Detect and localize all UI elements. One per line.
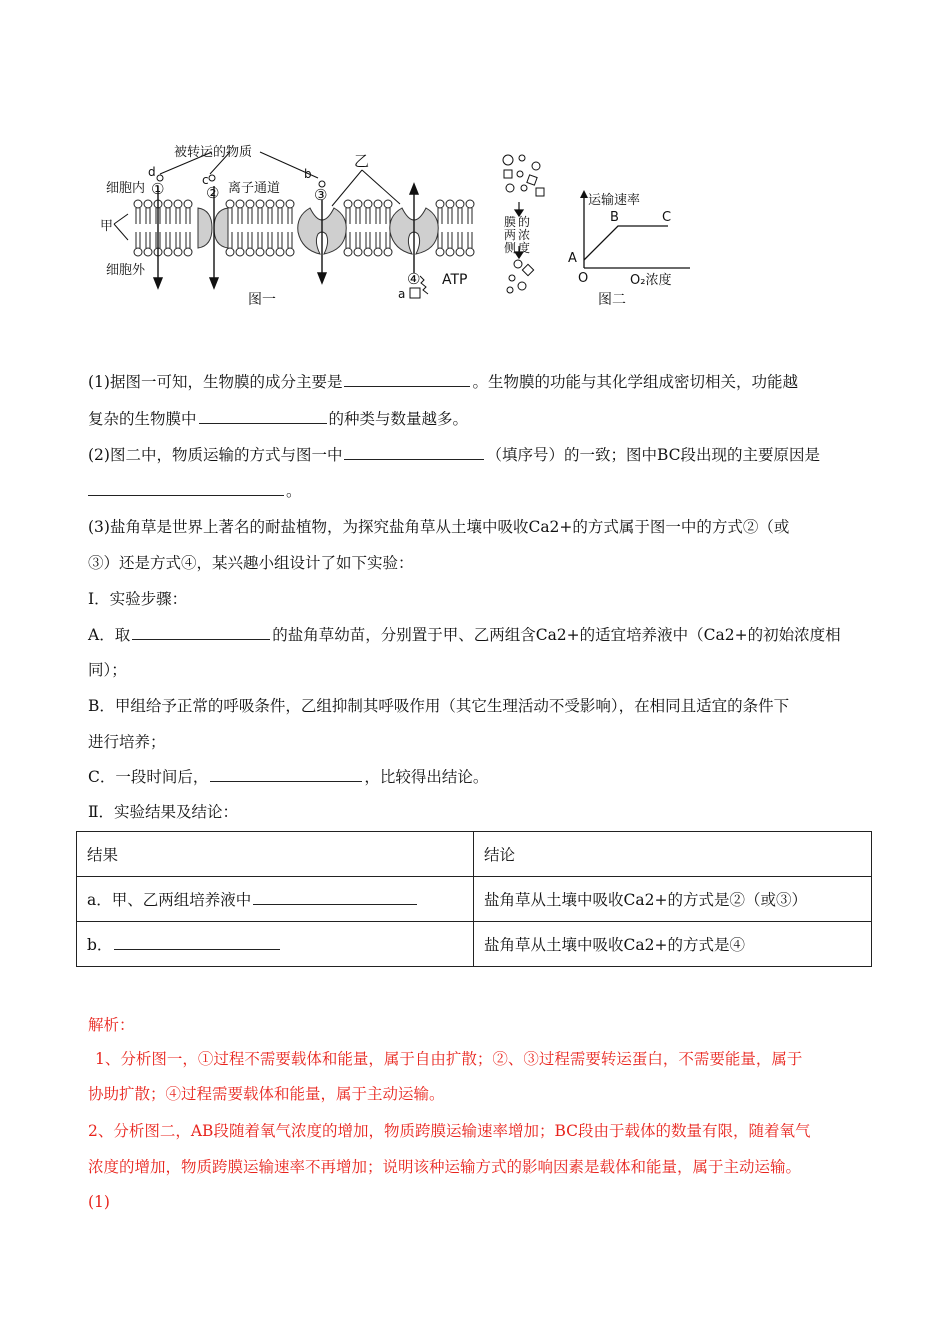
lipid-head	[384, 248, 392, 256]
analysis-p1-line2: 协助扩散；④过程需要载体和能量，属于主动运输。	[88, 1085, 445, 1103]
lipid-head	[364, 248, 372, 256]
lipid-head	[256, 200, 264, 208]
lipid-head	[456, 248, 464, 256]
label-transported: 被转运的物质	[174, 145, 253, 160]
q3-line2: ③）还是方式④，某兴趣小组设计了如下实验：	[88, 554, 414, 572]
lipid-head	[184, 200, 192, 208]
conc-char: 浓	[518, 228, 531, 242]
step-b-line2: 进行培养；	[88, 733, 166, 751]
channel-protein-left	[198, 208, 212, 248]
lipid-head	[246, 200, 254, 208]
lipid-head	[174, 200, 182, 208]
lipid-head	[266, 248, 274, 256]
step-b-line1: B．甲组给予正常的呼吸条件，乙组抑制其呼吸作用（其它生理活动不受影响），在相同且适宜的条件下	[88, 697, 790, 715]
lipid-head	[246, 248, 254, 256]
label-yi: 乙	[354, 152, 370, 170]
step-a-line1: A．取 的盐角草幼苗，分别置于甲、乙两组含Ca2+的适宜培养液中（Ca2+的初始浓度相	[88, 626, 841, 644]
lipid-head	[276, 248, 284, 256]
letter-c: c	[202, 173, 209, 187]
q2-line2: 。	[88, 481, 302, 501]
label-outside: 细胞外	[106, 263, 146, 278]
row-b-conclusion: 盐角草从土壤中吸收Ca2+的方式是④	[474, 922, 872, 967]
label-ion-channel: 离子通道	[228, 181, 281, 196]
lipid-head	[226, 200, 234, 208]
analysis-p3: (1)	[88, 1193, 110, 1211]
point-a: A	[568, 251, 577, 266]
lipid-head	[164, 200, 172, 208]
step-c-blank[interactable]	[210, 767, 362, 782]
lipid-head	[256, 248, 264, 256]
q1-blank-1[interactable]	[344, 372, 470, 387]
row-b-result: b．	[77, 922, 474, 967]
letter-d: d	[148, 165, 156, 179]
letter-a: a	[398, 287, 406, 301]
step-a-blank[interactable]	[132, 625, 270, 640]
lipid-head	[446, 200, 454, 208]
lipid-head	[276, 200, 284, 208]
lipid-head	[226, 248, 234, 256]
row-a-result: a．甲、乙两组培养液中	[77, 877, 474, 922]
lipid-head	[286, 248, 294, 256]
result-table	[76, 831, 872, 967]
letter-b: b	[304, 167, 312, 181]
analysis-p1-line1: 1、分析图一，①过程不需要载体和能量，属于自由扩散；②、③过程需要转运蛋白，不需要能量，属于	[95, 1050, 803, 1068]
row-a-conclusion: 盐角草从土壤中吸收Ca2+的方式是②（或③）	[474, 877, 872, 922]
label-jia: 甲	[100, 219, 114, 234]
point-b: B	[610, 210, 619, 225]
q2-line1: (2)图二中，物质运输的方式与图一中 （填序号）的一致；图中BC段出现的主要原因是	[88, 446, 821, 464]
lipid-head	[164, 248, 172, 256]
analysis-p2-line2: 浓度的增加，物质跨膜运输速率不再增加；说明该种运输方式的影响因素是载体和能量，属于主动运输。	[88, 1158, 802, 1176]
q2-blank-2[interactable]	[88, 481, 284, 496]
q1-line2: 复杂的生物膜中 的种类与数量越多。	[88, 410, 469, 428]
lipid-head	[436, 200, 444, 208]
concentration-label	[504, 215, 530, 255]
rate-curve	[584, 226, 668, 260]
q1-blank-2[interactable]	[199, 409, 327, 424]
membrane-transport-figure	[100, 138, 700, 310]
conc-char: 度	[518, 241, 531, 255]
lipid-head	[364, 200, 372, 208]
lipid-head	[456, 200, 464, 208]
lipid-head	[236, 248, 244, 256]
lipid-head	[286, 200, 294, 208]
conc-char: 侧	[504, 241, 517, 255]
lipid-head	[344, 200, 352, 208]
num-2: ②	[206, 184, 220, 202]
lipid-head	[266, 200, 274, 208]
lipid-head	[134, 200, 142, 208]
lipid-head	[436, 248, 444, 256]
lipid-head	[174, 248, 182, 256]
result-title: Ⅱ．实验结果及结论：	[88, 803, 239, 821]
lipid-head	[384, 200, 392, 208]
analysis-p2-line1: 2、分析图二，AB段随着氧气浓度的增加，物质跨膜运输速率增加；BC段由于载体的数量有限，随着氧气	[88, 1122, 811, 1140]
lipid-head	[466, 200, 474, 208]
header-result: 结果	[77, 832, 474, 877]
figure2-xlabel: O₂浓度	[630, 273, 672, 288]
lipid-head	[144, 200, 152, 208]
step-a-line2: 同）；	[88, 661, 127, 679]
channel-protein-right	[214, 208, 228, 248]
lipid-head	[446, 248, 454, 256]
lipid-head	[236, 200, 244, 208]
point-c: C	[662, 210, 672, 225]
q1-line1: (1)据图一可知，生物膜的成分主要是 。生物膜的功能与其化学组成密切相关，功能越	[88, 373, 798, 391]
lipid-head	[374, 200, 382, 208]
num-3: ③	[314, 186, 328, 204]
lipid-head	[184, 248, 192, 256]
lipid-head	[354, 200, 362, 208]
table-row	[77, 922, 872, 967]
table-row	[77, 832, 872, 877]
conc-char: 的	[518, 215, 531, 229]
lipid-head	[344, 248, 352, 256]
row-b-blank[interactable]	[114, 935, 280, 950]
lipid-head	[144, 248, 152, 256]
table-row	[77, 877, 872, 922]
point-o: O	[578, 271, 589, 286]
step-title: Ⅰ．实验步骤：	[88, 590, 188, 608]
q3-line1: (3)盐角草是世界上著名的耐盐植物，为探究盐角草从土壤中吸收Ca2+的方式属于图一中的方式②（或	[88, 518, 790, 536]
figure2-title: 图二	[598, 292, 626, 308]
lipid-head	[354, 248, 362, 256]
lipid-head	[134, 248, 142, 256]
lipid-head	[374, 248, 382, 256]
label-atp: ATP	[442, 272, 468, 288]
num-1: ①	[151, 180, 165, 198]
header-conclusion: 结论	[474, 832, 872, 877]
row-a-blank[interactable]	[253, 890, 417, 905]
analysis-title: 解析：	[88, 1016, 135, 1034]
q2-blank-1[interactable]	[344, 445, 484, 460]
num-4: ④	[407, 270, 421, 288]
conc-char: 膜	[504, 215, 517, 229]
figure1-title: 图一	[248, 292, 276, 308]
label-inside: 细胞内	[106, 181, 146, 196]
step-c-line: C．一段时间后， ，比较得出结论。	[88, 768, 489, 786]
conc-char: 两	[504, 228, 517, 242]
lipid-head	[466, 248, 474, 256]
figure2-ylabel: 运输速率	[588, 193, 641, 208]
